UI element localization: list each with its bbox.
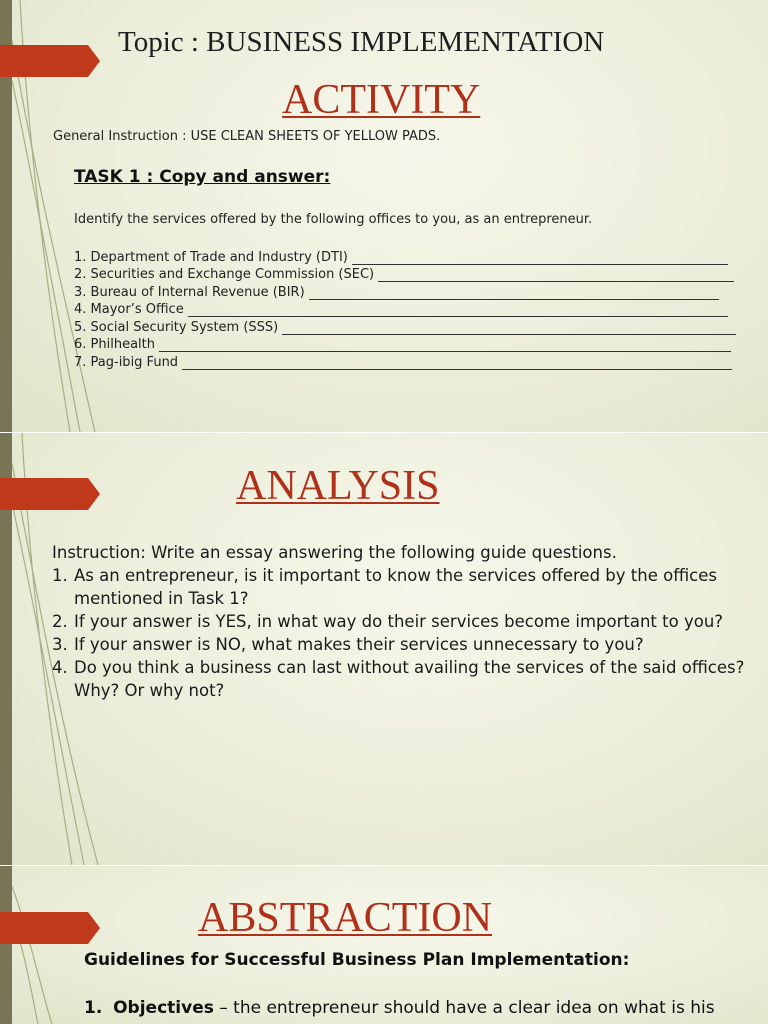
office-list [74, 247, 736, 370]
guide-question: 3. If your answer is NO, what makes their services unnecessary to you? [52, 635, 644, 654]
abstraction-title: ABSTRACTION [198, 895, 493, 941]
task1-heading: TASK 1 : Copy and answer: [74, 167, 331, 187]
analysis-body [52, 541, 752, 702]
topic-heading: Topic : BUSINESS IMPLEMENTATION [118, 26, 605, 58]
office-item: 7. Pag-ibig Fund [74, 352, 736, 370]
office-item: 6. Philhealth [74, 335, 736, 353]
office-item: 3. Bureau of Internal Revenue (BIR) [74, 282, 736, 300]
objective-term: Objectives [113, 998, 214, 1018]
guidelines-heading: Guidelines for Successful Business Plan Implementation: [84, 950, 630, 970]
slide-arrow-marker [0, 478, 100, 510]
analysis-title: ANALYSIS [236, 463, 440, 509]
office-item: 5. Social Security System (SSS) [74, 317, 736, 335]
objective-item: 1. Objectives – the entrepreneur should have a clear idea on what is his [84, 998, 715, 1018]
office-item: 2. Securities and Exchange Commission (SEC) [74, 265, 736, 283]
office-item: 4. Mayor’s Office [74, 300, 736, 318]
guide-questions-list [52, 564, 752, 702]
analysis-instruction: Instruction: Write an essay answering the following guide questions. [52, 543, 617, 562]
slide-arrow-marker [0, 912, 100, 944]
guide-question: 4. Do you think a business can last without availing the services of the said offices? Why? Or why not? [52, 658, 745, 700]
guide-question: 2. If your answer is YES, in what way do their services become important to you? [52, 612, 724, 631]
activity-title: ACTIVITY [282, 77, 481, 123]
slide-arrow-marker [0, 45, 100, 77]
slide-activity [0, 0, 768, 432]
office-item: 1. Department of Trade and Industry (DTI) [74, 247, 736, 265]
objective-text: – the entrepreneur should have a clear idea on what is his [213, 998, 715, 1018]
identify-instruction: Identify the services offered by the following offices to you, as an entrepreneur. [74, 212, 593, 227]
general-instruction: General Instruction : USE CLEAN SHEETS OF YELLOW PADS. [53, 129, 441, 144]
guide-question: 1. As an entrepreneur, is it important to know the services offered by the offices mentioned in Task 1? [52, 566, 717, 608]
